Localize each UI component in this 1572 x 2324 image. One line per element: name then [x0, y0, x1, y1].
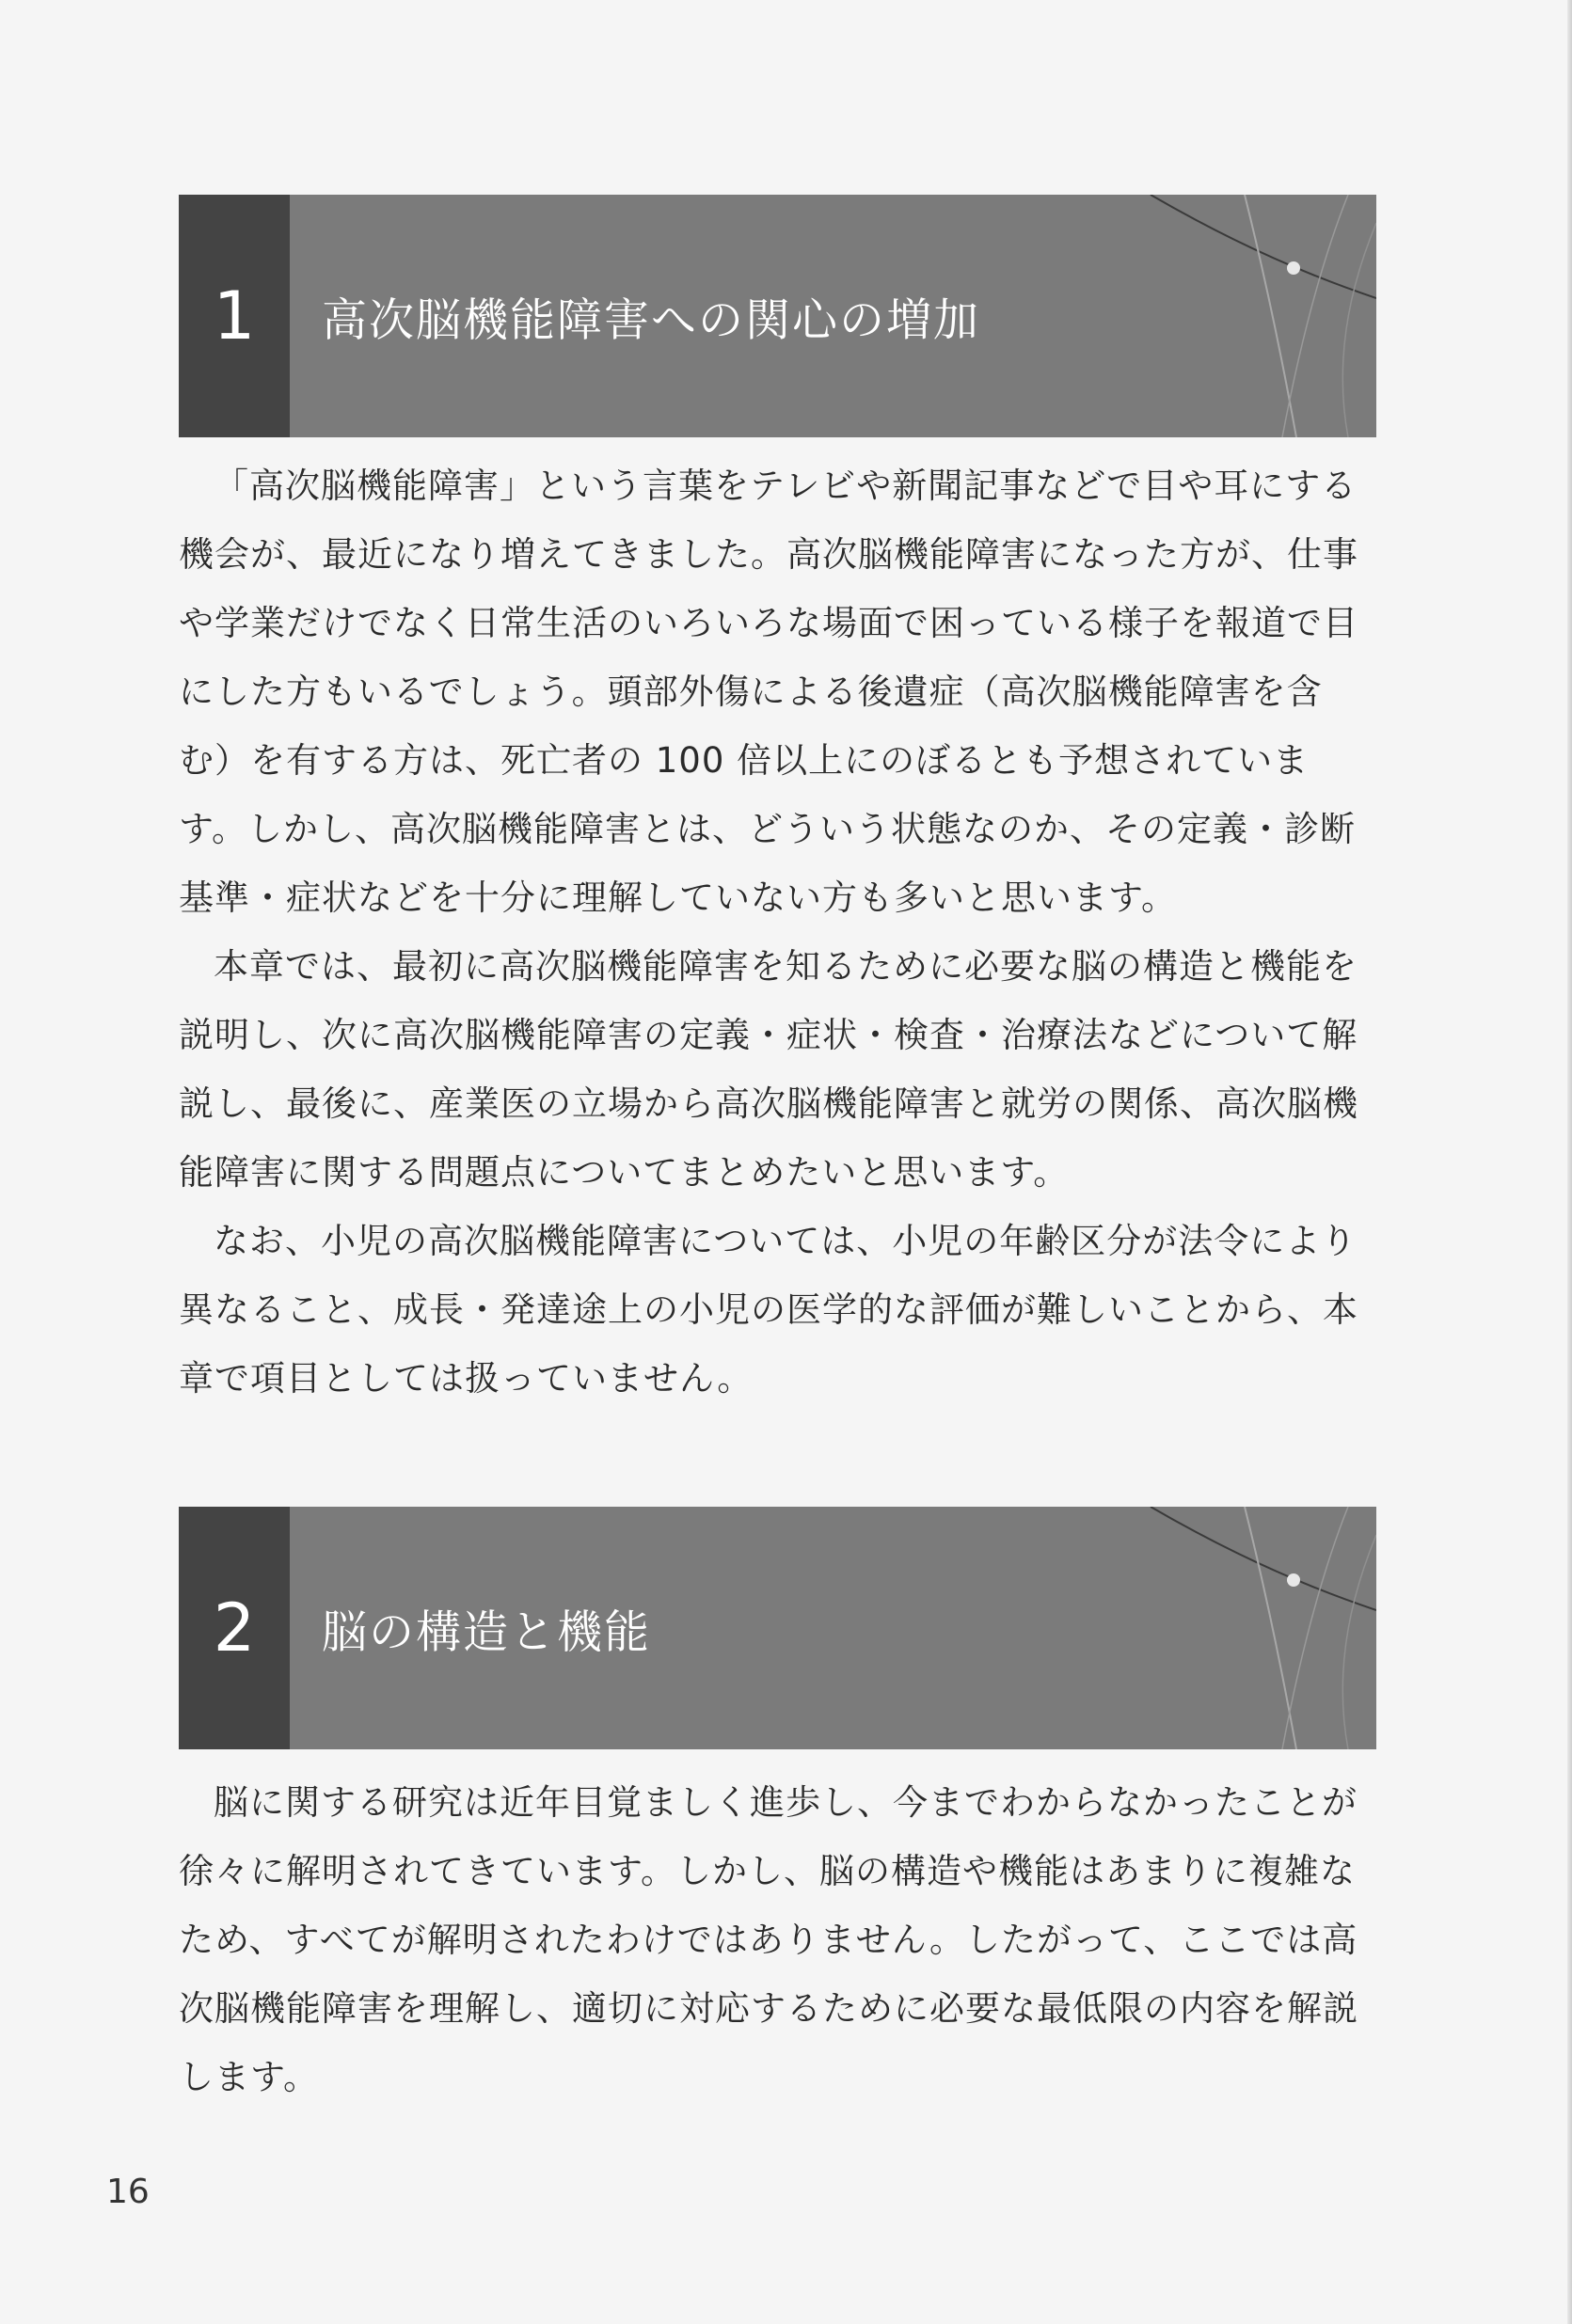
decorative-arc-icon — [1132, 195, 1376, 437]
paragraph: 「高次脳機能障害」という言葉をテレビや新聞記事などで目や耳にする機会が、最近になり増えてきました。高次脳機能障害になった方が、仕事や学業だけでなく日常生活のいろいろな場面で困っている様子を報道で目にした方もいるでしょう。頭部外傷による後遺症（高次脳機能障害を含む）を有する方は、死亡者の 100 倍以上にのぼるとも予想されています。しかし、高次脳機能障害とは、どういう状態なのか、その定義・診断基準・症状などを十分に理解していない方も多いと思います。 — [179, 466, 1358, 918]
section-heading: 高次脳機能障害への関心の増加 — [322, 293, 981, 347]
page-number: 16 — [106, 2173, 150, 2211]
section-body-1 — [179, 451, 1376, 1413]
paragraph: なお、小児の高次脳機能障害については、小児の年齢区分が法令により異なること、成長・発達途上の小児の医学的な評価が難しいことから、本章で項目としては扱っていません。 — [179, 1221, 1358, 1399]
page-edge-shadow — [1567, 0, 1572, 2324]
paragraph: 脳に関する研究は近年目覚ましく進歩し、今までわからなかったことが徐々に解明されてきています。しかし、脳の構造や機能はあまりに複雑なため、すべてが解明されたわけではありません。したがって、ここでは高次脳機能障害を理解し、適切に対応するために必要な最低限の内容を解説します。 — [179, 1782, 1358, 2097]
section-number-block — [179, 195, 290, 437]
paragraph: 本章では、最初に高次脳機能障害を知るために必要な脳の構造と機能を説明し、次に高次脳機能障害の定義・症状・検査・治療法などについて解説し、最後に、産業医の立場から高次脳機能障害と就労の関係、高次脳機能障害に関する問題点についてまとめたいと思います。 — [179, 946, 1358, 1193]
section-number: 1 — [213, 277, 256, 355]
section-header-1 — [179, 195, 1376, 437]
section-header-2 — [179, 1507, 1376, 1749]
decorative-arc-icon — [1132, 1507, 1376, 1749]
section-heading: 脳の構造と機能 — [322, 1605, 652, 1659]
section-body-2 — [179, 1768, 1376, 2111]
section-number: 2 — [213, 1589, 256, 1667]
section-number-block — [179, 1507, 290, 1749]
